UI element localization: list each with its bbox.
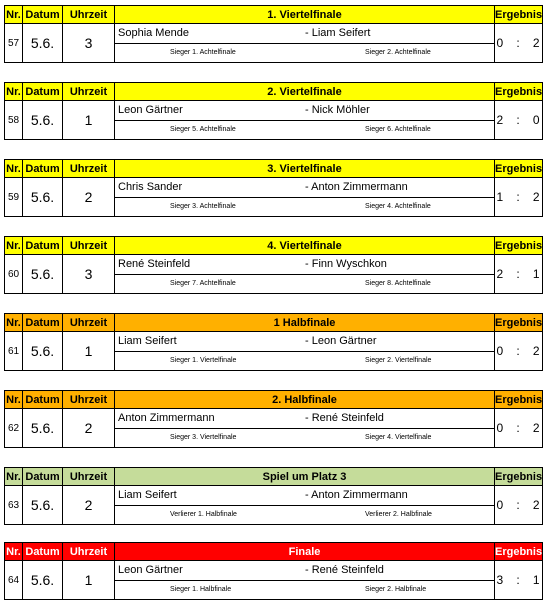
header-ergebnis: Ergebnis [495, 468, 543, 486]
match-table [4, 159, 543, 217]
origin-label-2: Sieger 2. Viertelfinale [365, 357, 432, 364]
match-pairing [115, 101, 495, 121]
match-block [4, 159, 542, 217]
match-result [495, 409, 543, 448]
header-ergebnis: Ergebnis [495, 160, 543, 178]
match-title: Spiel um Platz 3 [115, 468, 495, 486]
header-uhrzeit: Uhrzeit [63, 314, 115, 332]
score-2: 2 [532, 421, 541, 435]
match-table [4, 236, 543, 294]
match-title: Finale [115, 543, 495, 561]
match-time: 2 [63, 486, 115, 525]
header-nr: Nr. [5, 543, 23, 561]
match-table [4, 390, 543, 448]
match-number: 62 [5, 409, 23, 448]
match-date: 5.6. [23, 409, 63, 448]
header-ergebnis: Ergebnis [495, 314, 543, 332]
header-datum: Datum [23, 160, 63, 178]
match-result [495, 24, 543, 63]
score-1: 0 [496, 498, 505, 512]
match-title: 3. Viertelfinale [115, 160, 495, 178]
player-2: - Anton Zimmermann [305, 181, 408, 193]
match-origin-labels [115, 506, 495, 525]
match-date: 5.6. [23, 178, 63, 217]
match-number: 58 [5, 101, 23, 140]
match-block [4, 390, 542, 448]
player-2: - Nick Möhler [305, 104, 370, 116]
header-nr: Nr. [5, 391, 23, 409]
match-pairing [115, 409, 495, 429]
match-row [5, 332, 543, 352]
header-uhrzeit: Uhrzeit [63, 6, 115, 24]
header-nr: Nr. [5, 160, 23, 178]
match-origin-labels [115, 44, 495, 63]
header-ergebnis: Ergebnis [495, 6, 543, 24]
origin-label-1: Sieger 1. Achtelfinale [170, 49, 236, 56]
origin-label-1: Sieger 3. Achtelfinale [170, 203, 236, 210]
match-pairing [115, 332, 495, 352]
origin-label-1: Sieger 5. Achtelfinale [170, 126, 236, 133]
score-2: 2 [532, 190, 541, 204]
header-uhrzeit: Uhrzeit [63, 160, 115, 178]
match-date: 5.6. [23, 24, 63, 63]
match-row [5, 255, 543, 275]
match-pairing [115, 178, 495, 198]
header-datum: Datum [23, 83, 63, 101]
player-1: Liam Seifert [118, 335, 177, 347]
match-row [5, 486, 543, 506]
header-datum: Datum [23, 314, 63, 332]
match-number: 57 [5, 24, 23, 63]
match-title: 2. Halbfinale [115, 391, 495, 409]
match-result [495, 561, 543, 600]
match-pairing [115, 255, 495, 275]
match-header-row [5, 391, 543, 409]
player-1: Liam Seifert [118, 489, 177, 501]
header-nr: Nr. [5, 237, 23, 255]
match-date: 5.6. [23, 332, 63, 371]
score-separator: : [516, 573, 521, 587]
origin-label-2: Sieger 2. Achtelfinale [365, 49, 431, 56]
header-datum: Datum [23, 6, 63, 24]
player-2: - Leon Gärtner [305, 335, 377, 347]
match-table [4, 542, 543, 600]
origin-label-1: Sieger 7. Achtelfinale [170, 280, 236, 287]
match-time: 1 [63, 561, 115, 600]
score-separator: : [516, 113, 521, 127]
header-ergebnis: Ergebnis [495, 237, 543, 255]
origin-label-2: Sieger 6. Achtelfinale [365, 126, 431, 133]
header-uhrzeit: Uhrzeit [63, 83, 115, 101]
score-1: 2 [496, 113, 505, 127]
match-date: 5.6. [23, 255, 63, 294]
match-block [4, 467, 542, 525]
match-result [495, 101, 543, 140]
match-pairing [115, 561, 495, 581]
match-header-row [5, 83, 543, 101]
header-datum: Datum [23, 391, 63, 409]
match-table [4, 82, 543, 140]
header-nr: Nr. [5, 468, 23, 486]
header-datum: Datum [23, 543, 63, 561]
match-row [5, 24, 543, 44]
match-header-row [5, 543, 543, 561]
match-title: 2. Viertelfinale [115, 83, 495, 101]
score-2: 0 [532, 113, 541, 127]
score-1: 1 [496, 190, 505, 204]
match-row [5, 178, 543, 198]
score-2: 1 [532, 573, 541, 587]
match-row [5, 409, 543, 429]
origin-label-2: Sieger 2. Halbfinale [365, 586, 427, 593]
match-origin-labels [115, 198, 495, 217]
header-uhrzeit: Uhrzeit [63, 543, 115, 561]
origin-label-1: Sieger 1. Viertelfinale [170, 357, 237, 364]
match-table [4, 313, 543, 371]
header-nr: Nr. [5, 314, 23, 332]
player-2: - Liam Seifert [305, 27, 371, 39]
player-1: Leon Gärtner [118, 104, 183, 116]
score-2: 2 [532, 498, 541, 512]
match-result [495, 486, 543, 525]
score-1: 0 [496, 421, 505, 435]
match-row [5, 101, 543, 121]
match-block [4, 313, 542, 371]
match-origin-labels [115, 429, 495, 448]
match-time: 3 [63, 24, 115, 63]
origin-label-1: Sieger 1. Halbfinale [170, 586, 232, 593]
score-separator: : [516, 498, 521, 512]
match-number: 64 [5, 561, 23, 600]
match-date: 5.6. [23, 561, 63, 600]
match-date: 5.6. [23, 101, 63, 140]
match-block [4, 236, 542, 294]
match-origin-labels [115, 352, 495, 371]
match-row [5, 561, 543, 581]
player-1: Anton Zimmermann [118, 412, 215, 424]
match-header-row [5, 468, 543, 486]
match-origin-labels [115, 275, 495, 294]
match-table [4, 5, 543, 63]
match-result [495, 332, 543, 371]
score-1: 2 [496, 267, 505, 281]
match-title: 1. Viertelfinale [115, 6, 495, 24]
header-uhrzeit: Uhrzeit [63, 237, 115, 255]
match-block [4, 542, 542, 600]
match-time: 1 [63, 332, 115, 371]
match-table [4, 467, 543, 525]
match-date: 5.6. [23, 486, 63, 525]
header-uhrzeit: Uhrzeit [63, 468, 115, 486]
score-2: 2 [532, 36, 541, 50]
match-header-row [5, 314, 543, 332]
score-separator: : [516, 36, 521, 50]
match-title: 4. Viertelfinale [115, 237, 495, 255]
match-pairing [115, 24, 495, 44]
origin-label-1: Verlierer 1. Halbfinale [170, 511, 237, 518]
header-uhrzeit: Uhrzeit [63, 391, 115, 409]
match-title: 1 Halbfinale [115, 314, 495, 332]
header-datum: Datum [23, 237, 63, 255]
player-1: Sophia Mende [118, 27, 189, 39]
match-time: 2 [63, 178, 115, 217]
score-separator: : [516, 421, 521, 435]
player-1: René Steinfeld [118, 258, 191, 270]
score-2: 1 [532, 267, 541, 281]
match-header-row [5, 160, 543, 178]
header-ergebnis: Ergebnis [495, 83, 543, 101]
origin-label-1: Sieger 3. Viertelfinale [170, 434, 237, 441]
player-2: - Anton Zimmermann [305, 489, 408, 501]
match-origin-labels [115, 581, 495, 600]
player-2: - René Steinfeld [305, 412, 384, 424]
header-datum: Datum [23, 468, 63, 486]
origin-label-2: Sieger 8. Achtelfinale [365, 280, 431, 287]
origin-label-2: Sieger 4. Achtelfinale [365, 203, 431, 210]
match-header-row [5, 237, 543, 255]
header-ergebnis: Ergebnis [495, 543, 543, 561]
score-separator: : [516, 267, 521, 281]
origin-label-2: Sieger 4. Viertelfinale [365, 434, 432, 441]
score-1: 0 [496, 36, 505, 50]
score-1: 3 [496, 573, 505, 587]
score-separator: : [516, 190, 521, 204]
match-header-row [5, 6, 543, 24]
match-time: 3 [63, 255, 115, 294]
header-nr: Nr. [5, 83, 23, 101]
player-1: Chris Sander [118, 181, 183, 193]
match-time: 2 [63, 409, 115, 448]
match-number: 61 [5, 332, 23, 371]
player-1: Leon Gärtner [118, 564, 183, 576]
score-separator: : [516, 344, 521, 358]
score-2: 2 [532, 344, 541, 358]
match-block [4, 82, 542, 140]
match-result [495, 255, 543, 294]
header-nr: Nr. [5, 6, 23, 24]
match-time: 1 [63, 101, 115, 140]
player-2: - Finn Wyschkon [305, 258, 387, 270]
match-number: 60 [5, 255, 23, 294]
match-result [495, 178, 543, 217]
player-2: - René Steinfeld [305, 564, 384, 576]
match-number: 63 [5, 486, 23, 525]
header-ergebnis: Ergebnis [495, 391, 543, 409]
match-number: 59 [5, 178, 23, 217]
match-origin-labels [115, 121, 495, 140]
score-1: 0 [496, 344, 505, 358]
match-pairing [115, 486, 495, 506]
origin-label-2: Verlierer 2. Halbfinale [365, 511, 432, 518]
match-block [4, 5, 542, 63]
